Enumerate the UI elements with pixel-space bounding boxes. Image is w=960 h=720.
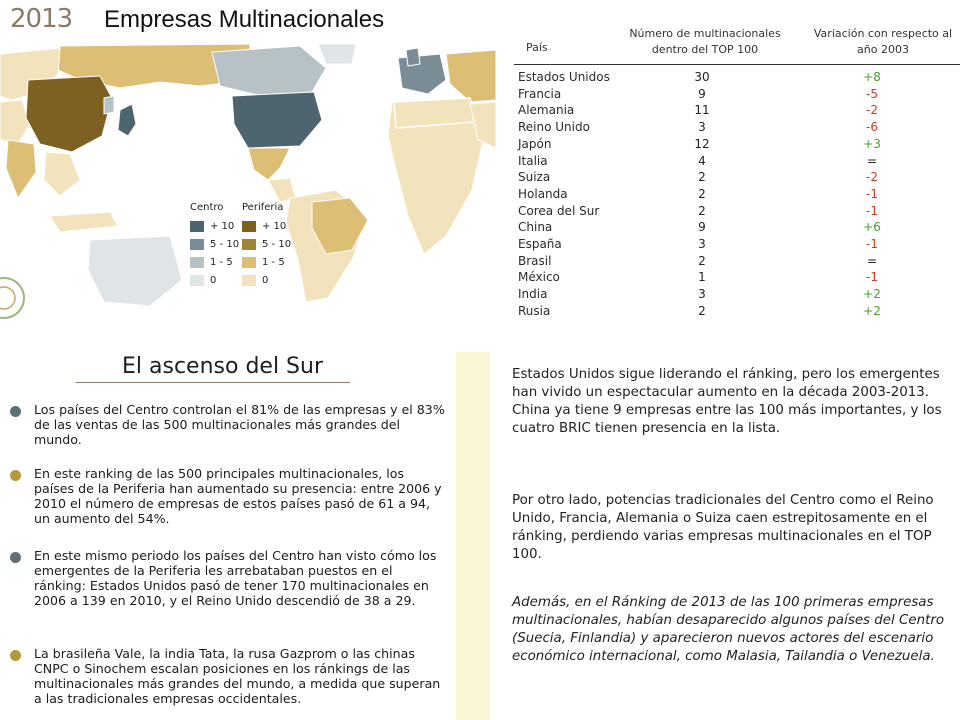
header-divider	[514, 64, 960, 65]
table-row	[512, 204, 960, 221]
cell-variation: +2	[863, 287, 881, 302]
cell-count: 12	[694, 136, 710, 151]
section-title: El ascenso del Sur	[122, 354, 323, 379]
legend-range: + 10	[262, 220, 287, 232]
bullet-text: En este ranking de las 500 principales multinacionales, los países de la Periferia han aumentado su presencia: entre 2006 y 2010 el número de empresas de estos países pasó de 61 a 94, un aumento del 54%.	[34, 466, 442, 526]
legend-periferia	[242, 202, 306, 289]
cell-variation: =	[866, 153, 878, 168]
legend-swatch	[242, 221, 256, 232]
cell-count: 3	[698, 287, 706, 302]
cell-country: Estados Unidos	[518, 70, 610, 84]
legend-row	[242, 235, 306, 253]
cell-count: 3	[698, 120, 706, 135]
legend-periferia-title: Periferia	[242, 202, 284, 213]
legend-swatch	[242, 239, 256, 250]
bullet-text: La brasileña Vale, la india Tata, la rusa Gazprom o las chinas CNPC o Sinochem escalan posiciones en los ránkings de las multinacionales más grandes del mundo, a medida que superan a las tradicionales empresas occidentales.	[34, 646, 441, 706]
cell-count: 3	[698, 237, 706, 251]
table-row	[512, 87, 960, 104]
cell-variation: +6	[863, 220, 881, 235]
column-header-count: Número de multinacionales dentro del TOP 100	[629, 27, 781, 56]
legend-range: + 10	[210, 220, 235, 232]
cell-country: India	[518, 287, 548, 302]
bullet-dot	[10, 470, 21, 481]
region-uk	[406, 48, 420, 66]
section-title-underline	[76, 382, 350, 383]
cell-count: 9	[698, 220, 706, 235]
table-row	[512, 237, 960, 254]
cell-count: 2	[698, 170, 706, 185]
legend-range: 5 - 10	[210, 238, 240, 250]
cell-country: México	[518, 270, 560, 285]
region-korea	[104, 96, 114, 114]
year-label: 2013	[10, 4, 73, 34]
region-canada	[212, 46, 326, 96]
paragraph-3: Además, en el Ránking de 2013 de las 100 primeras empresas multinacionales, habían desaparecido algunos países del Centro (Suecia, Finlandia) y aparecieron nuevos actores del escenario económico internacional, como Malasia, Tailandia o Venezuela.	[512, 595, 945, 664]
table-row	[512, 154, 960, 171]
legend-range: 1 - 5	[210, 256, 233, 268]
table-row	[512, 120, 960, 137]
cell-country: Italia	[518, 153, 548, 168]
legend-range: 0	[262, 274, 269, 286]
cell-count: 2	[698, 186, 706, 201]
cell-variation: -1	[866, 237, 878, 251]
cell-country: Suiza	[518, 170, 551, 185]
paragraph-1: Estados Unidos sigue liderando el ránking, pero los emergentes han vivido un espectacular aumento en la década 2003-2013. China ya tiene 9 empresas entre las 100 más importantes, y los cuatro BRIC tienen presencia en la lista.	[512, 367, 942, 436]
cell-country: Holanda	[518, 186, 568, 201]
cell-variation: -1	[866, 270, 878, 285]
table-row	[512, 187, 960, 204]
table-row	[512, 103, 960, 120]
cell-country: Japón	[518, 136, 552, 151]
cell-variation: +2	[863, 303, 881, 318]
legend-swatch	[190, 239, 204, 250]
legend-row	[242, 271, 306, 289]
world-map	[0, 40, 496, 340]
paragraph-2: Por otro lado, potencias tradicionales del Centro como el Reino Unido, Francia, Alemania o Suiza caen estrepitosamente en el ránking, perdiendo varias empresas multinacionales en el TOP 100.	[512, 493, 934, 562]
region-north-africa	[394, 98, 476, 128]
decorative-strip	[456, 352, 490, 720]
table-row	[512, 170, 960, 187]
cell-country: China	[518, 220, 553, 235]
cell-variation: -1	[866, 186, 878, 201]
cell-count: 2	[698, 303, 706, 318]
table-row	[512, 287, 960, 304]
cell-country: Francia	[518, 86, 562, 101]
table-row	[512, 70, 960, 87]
bullet-text: En este mismo periodo los países del Centro han visto cómo los emergentes de la Periferia les arrebataban puestos en el ránking: Estados Unidos pasó de tener 170 multinacionales en 2006 a 139 en 2010, y el Reino Unido descendió de 38 a 29.	[34, 548, 437, 608]
legend-swatch	[190, 275, 204, 286]
cell-count: 11	[694, 103, 710, 118]
bullet-dot	[10, 406, 21, 417]
table-row	[512, 137, 960, 154]
cell-count: 2	[698, 253, 706, 268]
cell-country: España	[518, 237, 562, 251]
cell-variation: -2	[866, 170, 878, 185]
bullet-text: Los países del Centro controlan el 81% de las empresas y el 83% de las ventas de las 500 multinacionales más grandes del mundo.	[34, 402, 445, 447]
cell-count: 2	[698, 203, 706, 218]
cell-variation: -6	[866, 120, 878, 135]
cell-variation: =	[866, 253, 878, 268]
legend-swatch	[190, 257, 204, 268]
legend-swatch	[242, 257, 256, 268]
cell-country: Reino Unido	[518, 120, 590, 135]
legend-range: 5 - 10	[262, 238, 292, 250]
bullet-dot	[10, 650, 21, 661]
cell-variation: +8	[863, 70, 881, 84]
cell-count: 9	[698, 86, 706, 101]
legend-row	[242, 253, 306, 271]
slide-title: Empresas Multinacionales	[104, 6, 385, 33]
cell-country: Corea del Sur	[518, 203, 600, 218]
legend-swatch	[242, 275, 256, 286]
table-row	[512, 254, 960, 271]
legend-range: 1 - 5	[262, 256, 285, 268]
cell-country: Alemania	[518, 103, 575, 118]
ranking-table	[512, 24, 960, 324]
legend-swatch	[190, 221, 204, 232]
legend-row	[242, 217, 306, 235]
cell-variation: -1	[866, 203, 878, 218]
cell-country: Rusia	[518, 303, 551, 318]
cell-variation: -2	[866, 103, 878, 118]
cell-count: 1	[698, 270, 706, 285]
cell-variation: +3	[863, 136, 881, 151]
table-row	[512, 270, 960, 287]
cell-country: Brasil	[518, 253, 552, 268]
column-header-variation: Variación con respecto al año 2003	[813, 27, 953, 56]
legend-centro-title: Centro	[190, 202, 224, 213]
table-row	[512, 220, 960, 237]
bullet-dot	[10, 552, 21, 563]
cell-variation: -5	[866, 86, 878, 101]
table-row	[512, 304, 960, 321]
column-header-country: País	[526, 41, 548, 54]
cell-count: 30	[694, 70, 710, 84]
cell-count: 4	[698, 153, 706, 168]
legend-range: 0	[210, 274, 217, 286]
